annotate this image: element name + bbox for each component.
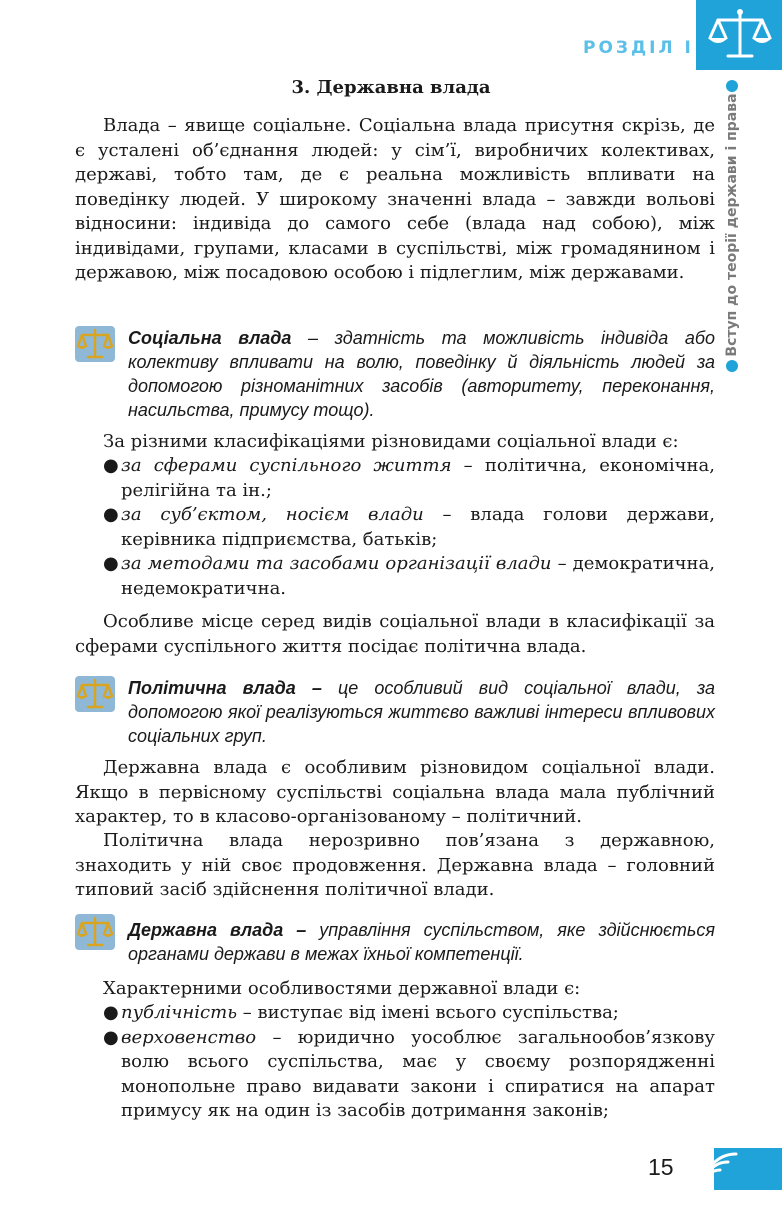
bullet-icon: ●: [103, 1026, 119, 1048]
bullet-icon: ●: [103, 504, 119, 525]
paragraph-political: Особливе місце серед видів соціальної влади в класифікації за сферами суспільного життя посідає політична влада.: [75, 611, 715, 657]
scales-icon: [704, 6, 776, 64]
scales-icon: [73, 912, 117, 952]
bullet-dot-icon: [726, 360, 738, 372]
definition-social-power: [128, 326, 715, 422]
list-item: ● за сферами суспільного життя – політична, економічна, релігійна та ін.;: [103, 455, 715, 501]
definition-text: – здатність та можливість індивіда або колективу впливати на волю, поведінку й діяльність людей за допомогою різноманітних засобів (авторитету, переконання, насильства, примусу тощо).: [128, 328, 715, 420]
definition-political-power: [128, 676, 715, 748]
classifications-list: [103, 454, 715, 601]
bullet-icon: ●: [103, 455, 119, 476]
paragraph-state-power: Державна влада є особливим різновидом соціальної влади. Якщо в первісному суспільстві соціальна влада мала публічний характер, то в класово-організованому – політичний.: [75, 757, 715, 827]
features-list: [103, 1001, 715, 1124]
definition-text: це особливий вид соціальної влади, за допомогою якої реалізуються життєво важливі інтереси впливових соціальних груп.: [128, 678, 716, 746]
signal-waves-icon: [700, 1148, 782, 1190]
list-item: ● публічність – виступає від імені всього суспільства;: [103, 1001, 715, 1026]
side-title: Вступ до теорії держави і права: [724, 93, 740, 357]
features-lead: Характерними особливостями державної влади є:: [103, 978, 581, 999]
scales-icon: [73, 674, 117, 714]
list-item: ● за суб’єктом, носієм влади – влада голови держави, керівника підприємства, батьків;: [103, 504, 715, 550]
definition-term: Державна влада –: [128, 920, 307, 940]
definition-text: управління суспільством, яке здійснюється органами держави в межах їхньої компетенції.: [128, 920, 715, 964]
definition-term: Соціальна влада: [128, 328, 292, 348]
section-title: 3. Державна влада: [291, 77, 491, 98]
list-item: ● за методами та засобами організації влади – демократична, недемократична.: [103, 553, 716, 599]
paragraph-state-political: Політична влада нерозривно пов’язана з державною, знаходить у ній своє продовження. Державна влада – головний типовий засіб здійснення політичної влади.: [75, 830, 715, 900]
scales-icon: [73, 324, 117, 364]
header-tab: [696, 0, 782, 70]
classifications-lead: За різними класифікаціями різновидами соціальної влади є:: [103, 431, 679, 452]
list-item: ● верховенство – юридично уособлює загальнообов’язкову волю всього суспільства, має у своєму розпорядженні монопольне право видавати закони і спиратися на апарат примусу як на один із засобів дотримання законів;: [103, 1026, 715, 1121]
definition-term: Політична влада –: [128, 678, 322, 698]
side-running-title: [720, 80, 744, 370]
bullet-icon: ●: [103, 1002, 119, 1023]
page-number: 15: [648, 1154, 674, 1180]
definition-state-power: [128, 918, 715, 966]
paragraph-intro: Влада – явище соціальне. Соціальна влада присутня скрізь, де є усталені об’єднання людей: у сім’ї, виробничих колективах, державі, тобто там, де є реальна можливість впливати на поведінку людей. У широкому значенні влада – завжди вольові відносини: індивіда до самого себе (влада над собою), між індивідами, групами, класами в суспільстві, між громадянином і державою, між посадовою особою і підлеглим, між державами.: [75, 115, 715, 283]
bullet-icon: ●: [103, 553, 119, 574]
section-label: РОЗДІЛ I: [583, 38, 694, 58]
